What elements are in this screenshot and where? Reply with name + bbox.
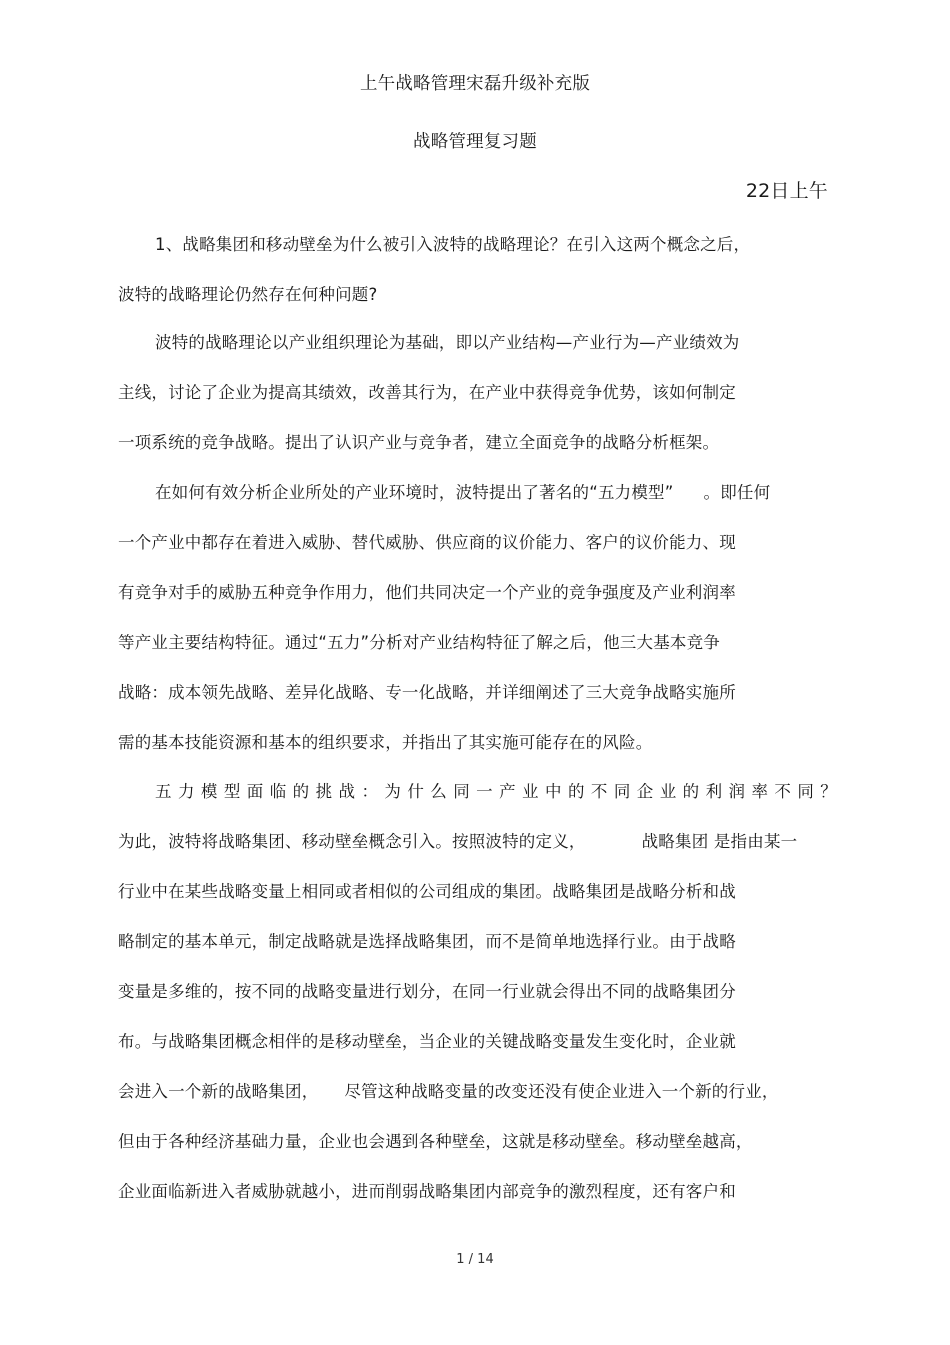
paragraph-3-line-7	[118, 1081, 779, 1103]
paragraph-2-line-2: 一个产业中都存在着进入威胁、替代威胁、供应商的议价能力、客户的议价能力、现	[118, 533, 736, 552]
document-subtitle: 战略管理复习题	[413, 132, 537, 152]
paragraph-1-line-2: 主线，讨论了企业为提高其绩效，改善其行为，在产业中获得竞争优势，该如何制定	[118, 383, 736, 402]
question-1-line-2: 波特的战略理论仍然存在何种问题?	[118, 285, 378, 304]
paragraph-3-line-8: 但由于各种经济基础力量，企业也会遇到各种壁垒，这就是移动壁垒。移动壁垒越高，	[118, 1132, 753, 1151]
question-1-line-1: 1、战略集团和移动壁垒为什么被引入波特的战略理论？在引入这两个概念之后，	[155, 235, 751, 254]
paragraph-3-line-2-part-a: 为此，波特将战略集团、移动壁垒概念引入。按照波特的定义，	[118, 832, 586, 851]
paragraph-2-line-1-part-b: 。即任何	[703, 483, 771, 502]
paragraph-2-line-4: 等产业主要结构特征。通过“五力”分析对产业结构特征了解之后，他三大基本竞争	[118, 633, 720, 652]
page-number: 1 / 14	[456, 1252, 494, 1267]
document-title: 上午战略管理宋磊升级补充版	[359, 74, 591, 94]
paragraph-1-line-1: 波特的战略理论以产业组织理论为基础，即以产业结构—产业行为—产业绩效为	[155, 333, 740, 352]
paragraph-3-line-7-part-a: 会进入一个新的战略集团，	[118, 1082, 319, 1101]
paragraph-2-line-1	[155, 482, 770, 504]
paragraph-1-line-3: 一项系统的竞争战略。提出了认识产业与竞争者，建立全面竞争的战略分析框架。	[118, 433, 720, 452]
paragraph-3-line-2-part-b: 战略集团 是指由某一	[641, 832, 798, 851]
paragraph-2-line-1-part-a: 在如何有效分析企业所处的产业环境时，波特提出了著名的“五力模型”	[155, 483, 674, 502]
paragraph-3-line-3: 行业中在某些战略变量上相同或者相似的公司组成的集团。战略集团是战略分析和战	[118, 882, 736, 901]
paragraph-2-line-3: 有竞争对手的威胁五种竞争作用力，他们共同决定一个产业的竞争强度及产业利润率	[118, 583, 736, 602]
paragraph-3-line-2	[118, 831, 797, 853]
paragraph-3-line-5: 变量是多维的，按不同的战略变量进行划分，在同一行业就会得出不同的战略集团分	[118, 982, 736, 1001]
paragraph-3-line-9: 企业面临新进入者威胁就越小，进而削弱战略集团内部竞争的激烈程度，还有客户和	[118, 1182, 736, 1201]
document-date: 22日上午	[745, 180, 828, 202]
paragraph-3-line-6: 布。与战略集团概念相伴的是移动壁垒，当企业的关键战略变量发生变化时，企业就	[118, 1032, 736, 1051]
paragraph-3-line-4: 略制定的基本单元，制定战略就是选择战略集团，而不是简单地选择行业。由于战略	[118, 932, 736, 951]
paragraph-3-line-1: 五力模型面临的挑战：为什么同一产业中的不同企业的利润率不同？	[155, 782, 837, 801]
paragraph-2-line-5: 战略：成本领先战略、差异化战略、专一化战略，并详细阐述了三大竞争战略实施所	[118, 683, 736, 702]
paragraph-3-line-7-part-b: 尽管这种战略变量的改变还没有使企业进入一个新的行业，	[344, 1082, 779, 1101]
paragraph-2-line-6: 需的基本技能资源和基本的组织要求，并指出了其实施可能存在的风险。	[118, 733, 653, 752]
